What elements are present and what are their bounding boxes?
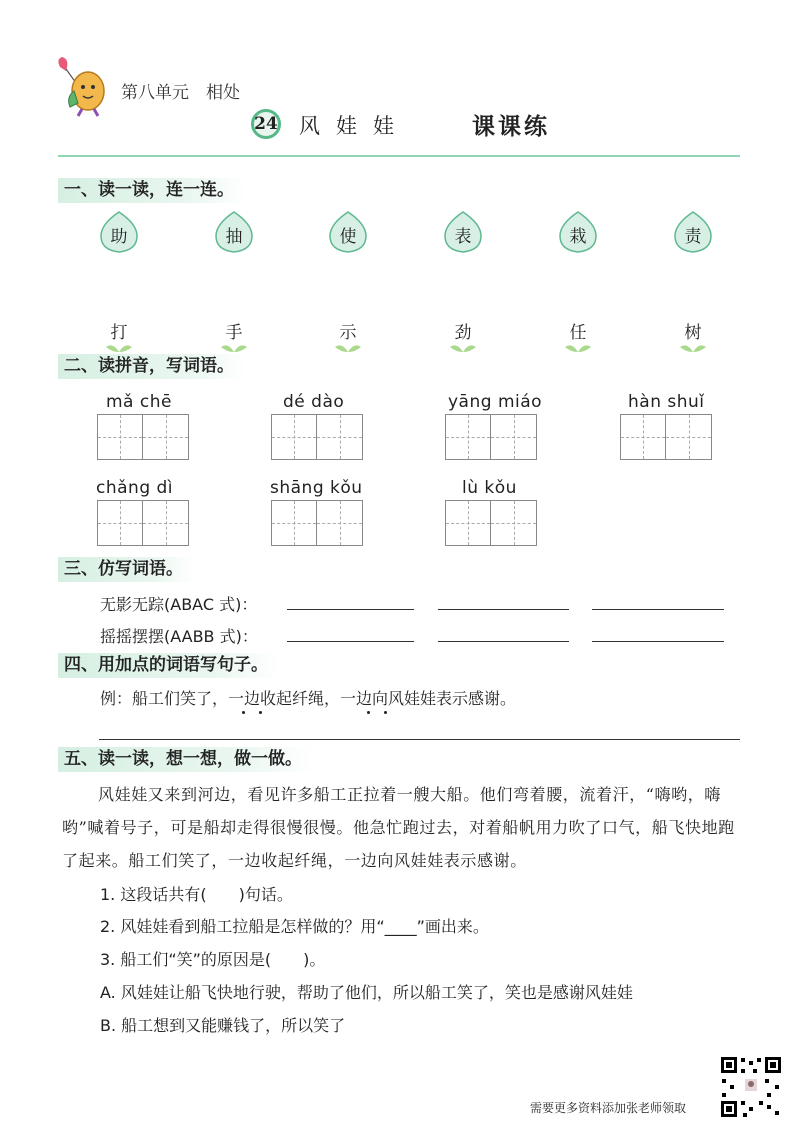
emphasis-dot [367,711,370,714]
leaf-char-1[interactable] [97,210,141,254]
emphasis-dot [242,711,245,714]
question-2: 2. 风娃娃看到船工拉船是怎样做的？用“____”画出来。 [100,917,489,936]
leaf-char-label: 表 [454,227,472,247]
answer-blank[interactable] [438,641,569,642]
sprout-char-label: 树 [684,323,702,343]
sprout-char-label: 打 [110,323,128,343]
leaf-char-3[interactable] [326,210,370,254]
answer-blank[interactable] [592,641,724,642]
sprout-char-2[interactable] [214,318,254,356]
leaf-char-5[interactable] [556,210,600,254]
section3-heading: 三、仿写词语。 [58,557,195,582]
lesson-title: 风娃娃 [299,114,410,138]
option-a[interactable]: A. 风娃娃让船飞快地行驶，帮助了他们，所以船工笑了，笑也是感谢风娃娃 [100,983,633,1002]
sprout-char-1[interactable] [99,318,139,356]
imitation-row-2: 摇摇摆摆(AABB 式)： [100,627,258,646]
sprout-icon [220,342,248,354]
sprout-icon [449,342,477,354]
qr-caption: 需要更多资料添加张老师领取 [530,1101,687,1115]
question-3: 3. 船工们“笑”的原因是( )。 [100,950,326,969]
reading-passage: 风娃娃又来到河边，看见许多船工正拉着一艘大船。他们弯着腰，流着汗，“嗨哟，嗨哟”喊着号子，可是船却走得很慢很慢。他急忙跑过去，对着船帆用力吹了口气，船飞快地跑了起来。船工们笑了，一边收起纤绳，一边向风娃娃表示感谢。 [62,785,735,870]
sprout-char-label: 任 [569,323,587,343]
sentence-answer-line[interactable] [99,739,740,740]
sprout-char-5[interactable] [558,318,598,356]
example-sentence: 例：船工们笑了，一边收起纤绳，一边向风娃娃表示感谢。 [100,689,517,708]
leaf-char-2[interactable] [212,210,256,254]
pinyin-label: shāng kǒu [270,478,363,498]
imitation-row-1: 无影无踪(ABAC 式)： [100,595,258,614]
mascot-illustration [52,55,116,117]
question-1: 1. 这段话共有( )句话。 [100,885,293,904]
leaf-char-label: 抽 [225,227,243,247]
section5-heading: 五、读一读，想一想，做一做。 [58,747,314,772]
answer-blank[interactable] [287,641,414,642]
answer-blank[interactable] [287,609,414,610]
answer-blank[interactable] [438,609,569,610]
writing-grid[interactable] [97,414,189,460]
emphasis-dot [384,711,387,714]
qr-code-icon [719,1055,783,1119]
sprout-icon [564,342,592,354]
lesson-number-badge: 24 [251,109,281,139]
writing-grid[interactable] [271,500,363,546]
leaf-char-label: 使 [339,227,357,247]
writing-grid[interactable] [620,414,712,460]
sprout-icon [334,342,362,354]
leaf-char-4[interactable] [441,210,485,254]
emphasis-dot [259,711,262,714]
lesson-type: 课课练 [472,114,550,140]
sprout-char-6[interactable] [673,318,713,356]
answer-blank[interactable] [592,609,724,610]
pinyin-label: yāng miáo [448,392,543,412]
header-divider [58,155,740,157]
writing-grid[interactable] [271,414,363,460]
pinyin-label: lù kǒu [462,478,517,498]
pinyin-label: dé dào [283,392,345,412]
section1-heading: 一、读一读，连一连。 [58,178,246,203]
writing-grid[interactable] [97,500,189,546]
leaf-char-label: 责 [684,227,702,247]
section4-heading: 四、用加点的词语写句子。 [58,653,280,678]
leaf-char-label: 栽 [569,227,587,247]
sprout-char-3[interactable] [328,318,368,356]
sprout-char-4[interactable] [443,318,483,356]
sprout-icon [105,342,133,354]
sprout-icon [679,342,707,354]
unit-label: 第八单元 相处 [121,83,240,103]
leaf-char-6[interactable] [671,210,715,254]
sprout-char-label: 示 [339,323,357,343]
pinyin-label: chǎng dì [96,478,174,498]
leaf-char-label: 助 [110,227,128,247]
writing-grid[interactable] [445,500,537,546]
sprout-char-label: 手 [225,323,243,343]
pinyin-label: hàn shuǐ [628,392,705,412]
writing-grid[interactable] [445,414,537,460]
section2-heading: 二、读拼音，写词语。 [58,354,246,379]
sprout-char-label: 劲 [454,323,472,343]
option-b[interactable]: B. 船工想到又能赚钱了，所以笑了 [100,1016,346,1035]
pinyin-label: mǎ chē [106,392,172,412]
